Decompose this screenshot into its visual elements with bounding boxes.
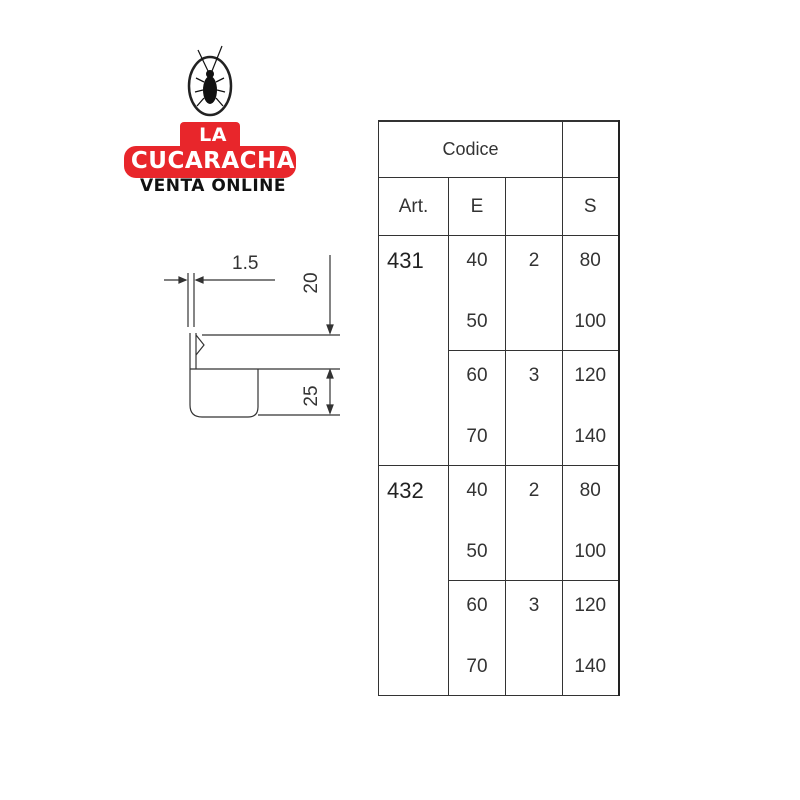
t-cell — [506, 466, 563, 581]
t-cell — [506, 581, 563, 696]
header-e: E — [470, 195, 484, 217]
table-header-row-2 — [379, 178, 619, 236]
t-value: 3 — [528, 365, 540, 386]
header-art-cell — [379, 178, 449, 236]
s-value: 120 — [574, 365, 607, 386]
t-value: 3 — [528, 595, 540, 616]
header-t-cell — [506, 178, 563, 236]
header-codice-cell — [379, 121, 563, 178]
s-value: 120 — [574, 595, 607, 616]
s-value: 100 — [574, 541, 607, 562]
s-cell — [563, 351, 619, 466]
table-row — [379, 236, 619, 351]
art-cell — [379, 236, 449, 466]
header-s: S — [583, 195, 597, 217]
t-value: 2 — [528, 250, 540, 271]
art-cell — [379, 466, 449, 696]
e-value: 60 — [466, 365, 488, 386]
t-cell — [506, 351, 563, 466]
e-cell — [449, 236, 506, 351]
t-value: 2 — [528, 480, 540, 501]
e-value: 70 — [466, 656, 488, 677]
e-cell — [449, 351, 506, 466]
logo-graphic — [118, 38, 308, 198]
logo-text-cucaracha: CUCARACHA — [130, 148, 296, 174]
s-value: 100 — [574, 311, 607, 332]
dim-thickness-label: 1.5 — [232, 253, 259, 274]
s-cell — [563, 236, 619, 351]
s-value: 140 — [574, 426, 607, 447]
e-value: 40 — [466, 250, 488, 271]
profile-drawing — [150, 245, 360, 430]
e-value: 40 — [466, 480, 488, 501]
table-row — [379, 466, 619, 581]
dim-bottom-label: 25 — [301, 385, 322, 407]
s-cell — [563, 581, 619, 696]
logo-text-la: LA — [199, 124, 227, 146]
s-value: 80 — [579, 250, 601, 271]
e-value: 50 — [466, 541, 488, 562]
header-s-cell — [563, 178, 619, 236]
dim-top-label: 20 — [301, 272, 322, 294]
art-number: 432 — [387, 478, 424, 503]
header-art: Art. — [398, 195, 429, 217]
header-codice: Codice — [442, 139, 499, 159]
e-value: 50 — [466, 311, 488, 332]
e-value: 60 — [466, 595, 488, 616]
e-value: 70 — [466, 426, 488, 447]
brand-logo — [118, 38, 308, 198]
art-number: 431 — [387, 248, 424, 273]
s-value: 140 — [574, 656, 607, 677]
logo-text-venta-online: VENTA ONLINE — [139, 176, 287, 196]
table-header-row-1 — [379, 121, 619, 178]
e-cell — [449, 581, 506, 696]
s-cell — [563, 466, 619, 581]
e-cell — [449, 466, 506, 581]
t-cell — [506, 236, 563, 351]
header-e-cell — [449, 178, 506, 236]
spec-table — [378, 120, 620, 696]
header-empty-cell — [563, 121, 619, 178]
s-value: 80 — [579, 480, 601, 501]
